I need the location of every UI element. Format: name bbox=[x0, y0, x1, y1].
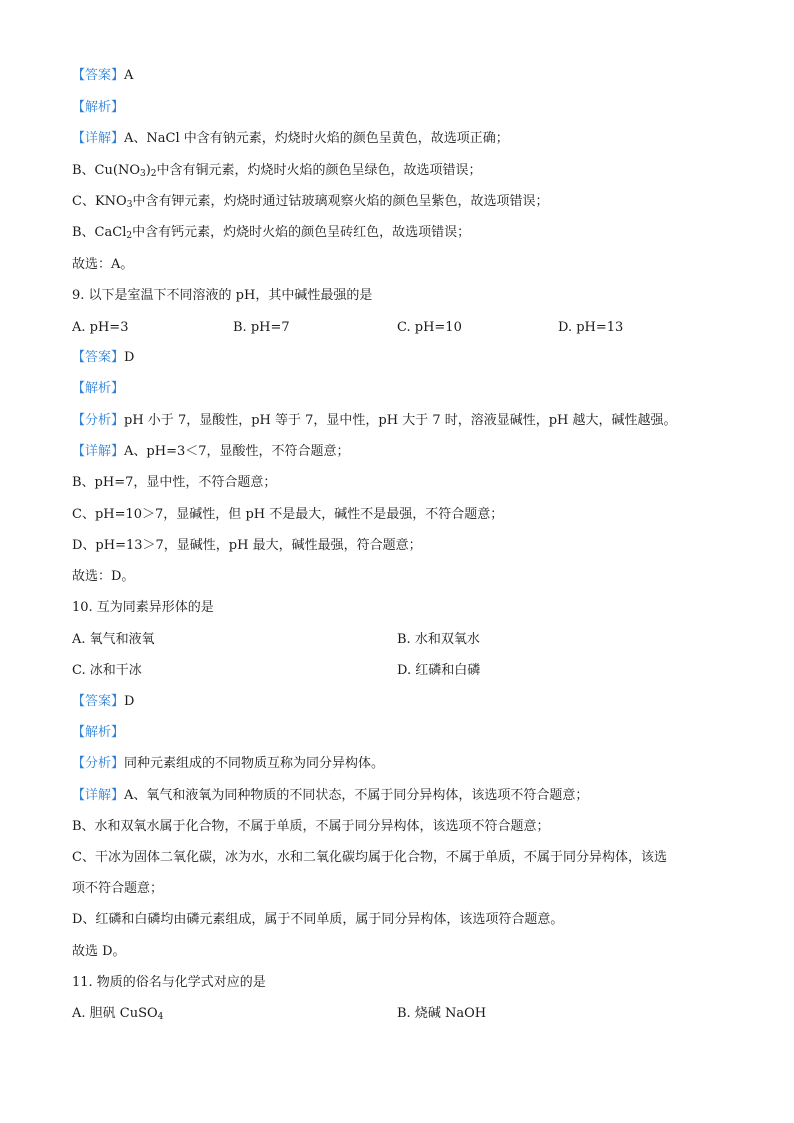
q10-conclusion: 故选 D。 bbox=[72, 944, 126, 959]
q9-option-c: C. pH=10 bbox=[397, 320, 462, 335]
q10-option-a: A. 氧气和液氧 bbox=[72, 632, 155, 647]
q11-option-b: B. 烧碱 NaOH bbox=[397, 1006, 487, 1021]
q11-question: 11. 物质的俗名与化学式对应的是 bbox=[72, 975, 266, 990]
q9-option-b: B. pH=7 bbox=[233, 320, 290, 335]
q10-detail-c2: 项不符合题意； bbox=[72, 881, 164, 896]
q8-conclusion: 故选：A。 bbox=[72, 257, 134, 272]
q10-answer-line: 【答案】D bbox=[72, 694, 135, 709]
q10-option-d: D. 红磷和白磷 bbox=[397, 663, 481, 678]
q9-fenxi: 【分析】pH 小于 7，显酸性，pH 等于 7，显中性，pH 大于 7 时，溶液显碱性，pH 越大，碱性越强。 bbox=[72, 413, 677, 428]
q8-detail-d: B、CaCl$_2$中含有钙元素，灼烧时火焰的颜色呈砖红色，故选项错误； bbox=[72, 225, 471, 241]
q9-option-a: A. pH=3 bbox=[72, 320, 129, 335]
q10-detail-b: B、水和双氧水属于化合物，不属于单质，不属于同分异构体，该选项不符合题意； bbox=[72, 819, 550, 834]
q9-detail-c: C、pH=10＞7，显碱性，但 pH 不是最大，碱性不是最强，不符合题意； bbox=[72, 507, 504, 522]
q8-detail-b: B、$Cu(NO_3)_2$中含有铜元素，灼烧时火焰的颜色呈绿色，故选项错误； bbox=[72, 163, 482, 179]
q10-detail-d: D、红磷和白磷均由磷元素组成，属于不同单质，属于同分异构体，该选项符合题意。 bbox=[72, 912, 564, 927]
q8-detail-c: C、$KNO_3$中含有钾元素，灼烧时通过钴玻璃观察火焰的颜色呈紫色，故选项错误； bbox=[72, 194, 549, 210]
answer-value: A bbox=[124, 68, 134, 83]
q9-option-d: D. pH=13 bbox=[558, 320, 624, 335]
q10-fenxi: 【分析】同种元素组成的不同物质互称为同分异构体。 bbox=[72, 756, 385, 771]
q10-question: 10. 互为同素异形体的是 bbox=[72, 600, 214, 615]
q10-option-b: B. 水和双氧水 bbox=[397, 632, 480, 647]
q9-question: 9. 以下是室温下不同溶液的 pH，其中碱性最强的是 bbox=[72, 288, 373, 303]
q11-option-a: A. 胆矾 CuSO$_4$ bbox=[72, 1006, 164, 1022]
q10-detail-c1: C、干冰为固体二氧化碳，冰为水，水和二氧化碳均属于化合物，不属于单质，不属于同分异构体，该选 bbox=[72, 850, 667, 865]
q9-answer-line: 【答案】D bbox=[72, 350, 135, 365]
q9-detail-a: 【详解】A、pH=3＜7，显酸性，不符合题意； bbox=[72, 444, 350, 459]
q8-detail-a: 【详解】A、NaCl 中含有钠元素，灼烧时火焰的颜色呈黄色，故选项正确； bbox=[72, 131, 509, 146]
q9-detail-b: B、pH=7，显中性，不符合题意； bbox=[72, 475, 277, 490]
q10-detail-a: 【详解】A、氧气和液氧为同种物质的不同状态，不属于同分异构体，该选项不符合题意； bbox=[72, 788, 589, 803]
q8-answer-line bbox=[72, 68, 133, 84]
q10-analysis-tag: 【解析】 bbox=[72, 725, 125, 740]
q9-conclusion: 故选：D。 bbox=[72, 569, 135, 584]
answer-tag: 【答案】 bbox=[72, 68, 125, 83]
q9-detail-d: D、pH=13＞7，显碱性，pH 最大，碱性最强，符合题意； bbox=[72, 538, 422, 553]
q8-analysis-tag: 【解析】 bbox=[72, 100, 125, 115]
q10-option-c: C. 冰和干冰 bbox=[72, 663, 142, 678]
q9-analysis-tag: 【解析】 bbox=[72, 381, 125, 396]
